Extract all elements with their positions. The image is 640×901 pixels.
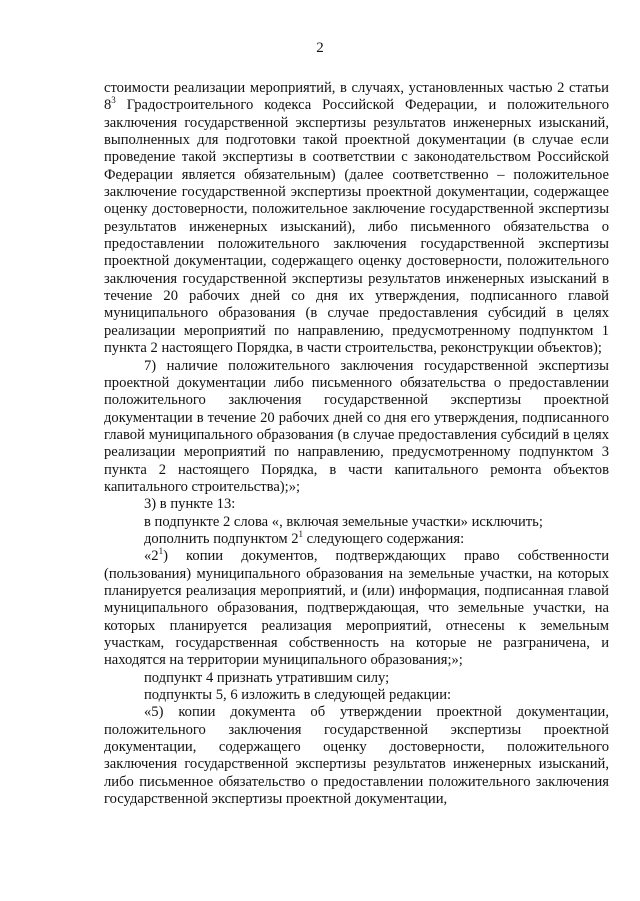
text-run: ) копии документов, подтверждающих право собственности (пользования) муниципального образования на земельные участки, на которых планируется реализация мероприятий, и (или) информация, подписанная главой муниципального образования, подтверждающая, что земельные участки, на которых планируется реализация мероприятий, отнесены к земельным участкам, государственная собственность на которые не разграничена, и находятся на территории муниципального образования;»; [104, 548, 609, 669]
document-body [104, 80, 609, 808]
text-run: в подпункте 2 слова «, включая земельные участки» исключить; [144, 513, 543, 530]
paragraph [104, 80, 609, 358]
text-run: подпункты 5, 6 изложить в следующей редакции: [144, 687, 452, 704]
text-run: «5) копии документа об утверждении проектной документации, положительного заключения государственной экспертизы проектной документации, содержащего оценку достоверности, положительного заключения государственной экспертизы результатов инженерных изысканий, либо письменное обязательство о предоставлении положительного заключения государственной экспертизы проектной документации, [104, 704, 609, 808]
page-number: 2 [316, 40, 324, 56]
text-run: 7) наличие положительного заключения государственной экспертизы проектной документации либо письменного обязательства о предоставлении положительного заключения государственной экспертизы проектной документации в течение 20 рабочих дней со дня его утверждения, подписанного главой муниципального образования (в случае предоставления субсидий в целях реализации мероприятий по направлению, предусмотренному подпунктом 3 пункта 2 настоящего Порядка, в части капитального ремонта объектов капитального строительства);»; [104, 357, 609, 495]
paragraph [104, 687, 609, 704]
text-run: стоимости реализации мероприятий, в случаях, установленных частью 2 статьи 8 [104, 80, 609, 114]
paragraph [104, 531, 609, 548]
text-run: дополнить подпунктом 2 [144, 530, 299, 547]
text-run: 3) в пункте 13: [144, 496, 236, 513]
superscript: 1 [298, 529, 304, 540]
text-run: «2 [144, 548, 159, 565]
superscript: 3 [111, 95, 116, 106]
paragraph [104, 548, 609, 669]
paragraph [104, 358, 609, 497]
text-run: подпункт 4 признать утратившим силу; [144, 669, 390, 686]
superscript: 1 [158, 546, 164, 557]
paragraph [104, 670, 609, 687]
paragraph [104, 514, 609, 531]
paragraph [104, 496, 609, 513]
text-run: Градостроительного кодекса Российской Федерации, и положительного заключения государственной экспертизы результатов инженерных изысканий, выполненных для подготовки такой проектной документации (в случае если проведение такой экспертизы в соответствии с законодательством Российской Федерации является обязательным) (далее соответственно – положительное заключение государственной экспертизы проектной документации, содержащее оценку достоверности, положительное заключение государственной экспертизы результатов инженерных изысканий), либо письменного обязательства о предоставлении положительного заключения государственной экспертизы проектной документации, содержащего оценку достоверности, положительного заключения государственной экспертизы результатов инженерных изысканий в течение 20 рабочих дней со дня их утверждения, подписанного главой муниципального образования (в случае предоставления субсидий в целях реализации мероприятий по направлению, предусмотренному подпунктом 1 пункта 2 настоящего Порядка, в части строительства, реконструкции объектов); [104, 97, 609, 357]
text-run: следующего содержания: [303, 530, 465, 547]
paragraph [104, 704, 609, 808]
